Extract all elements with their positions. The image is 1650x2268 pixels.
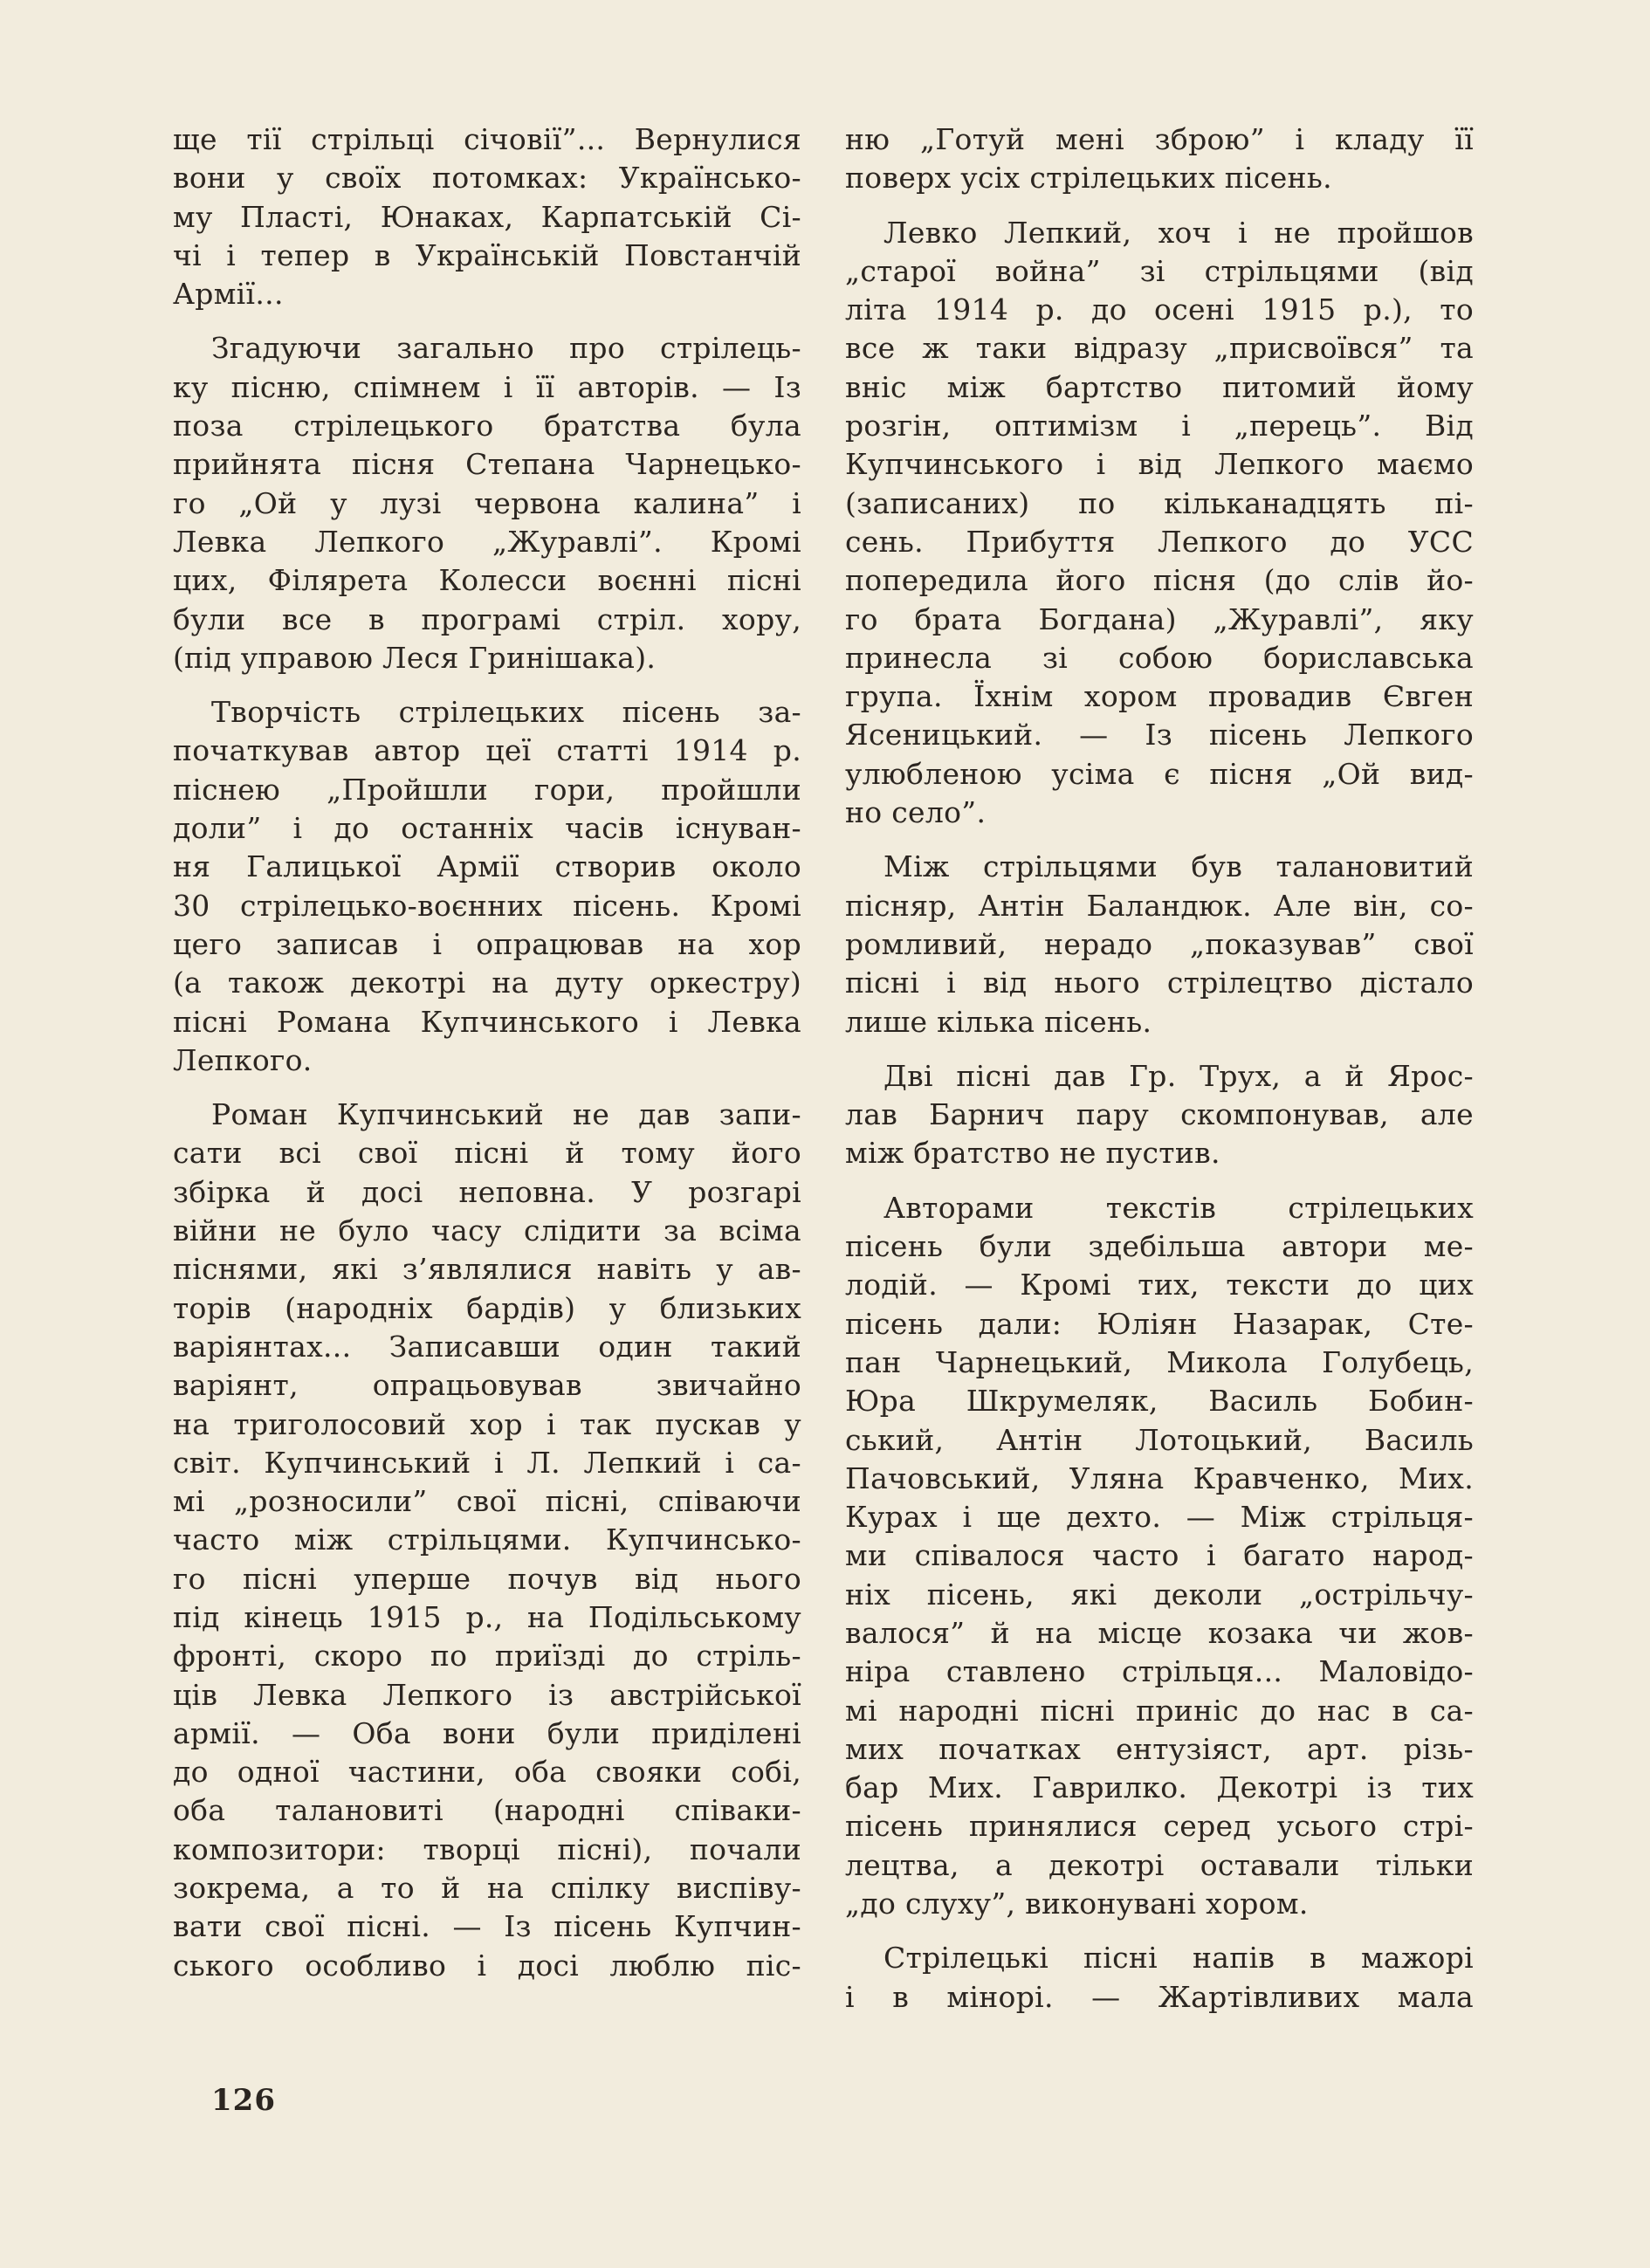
text-line: літа 1914 р. до осені 1915 р.), то <box>845 292 1474 327</box>
text-line: пісень були здебільша автори ме- <box>845 1229 1474 1264</box>
left-column <box>173 120 801 1985</box>
paragraph <box>845 848 1474 1041</box>
text-line: пісняр, Антін Баландюк. Але він, со- <box>845 888 1474 923</box>
text-line: і в мінорі. — Жартівливих мала <box>845 1979 1474 2014</box>
text-line: до одної частини, оба свояки собі, <box>173 1755 801 1790</box>
paragraph <box>845 1189 1474 1924</box>
text-line: 30 стрілецько-воєнних пісень. Кромі <box>173 888 801 923</box>
text-line: Левко Лепкий, хоч і не пройшов <box>883 215 1474 250</box>
text-line: Армії... <box>173 277 284 312</box>
text-line: бар Мих. Гаврилко. Декотрі із тих <box>845 1770 1474 1805</box>
text-line: розгін, оптимізм і „перець”. Від <box>845 409 1474 443</box>
text-line: армії. — Оба вони були приділені <box>173 1715 801 1750</box>
text-line: пісень принялися серед усього стрі- <box>845 1809 1474 1844</box>
text-line: (а також декотрі на дуту оркестру) <box>173 966 801 1000</box>
text-line: Творчість стрілецьких пісень за- <box>211 695 801 730</box>
text-line: принесла зі собою бориславська <box>845 640 1474 675</box>
paragraph-gap <box>173 677 801 693</box>
text-line: Стрілецькі пісні напів в мажорі <box>883 1941 1474 1976</box>
text-line: „старої война” зі стрільцями (від <box>845 253 1474 288</box>
text-line: Купчинського і від Лепкого маємо <box>845 447 1474 482</box>
text-line: ромливий, нерадо „показував” свої <box>845 926 1474 961</box>
text-line: сень. Прибуття Лепкого до УСС <box>845 524 1474 559</box>
text-line: мі народні пісні приніс до нас в са- <box>845 1693 1474 1728</box>
paragraph-gap <box>845 1923 1474 1939</box>
text-line: ня Галицької Армії створив около <box>173 849 801 884</box>
text-line: лав Барнич пару скомпонував, але <box>845 1097 1474 1132</box>
text-line: лодій. — Кромі тих, тексти до цих <box>845 1268 1474 1302</box>
text-line: між братство не пустив. <box>845 1136 1220 1171</box>
text-line: му Пласті, Юнаках, Карпатській Сі- <box>173 199 801 234</box>
paragraph <box>173 1096 801 1985</box>
text-line: композитори: творці пісні), почали <box>173 1832 801 1866</box>
text-line: війни не було часу слідити за всіма <box>173 1213 801 1248</box>
paragraph <box>845 1939 1474 2017</box>
text-line: ського особливо і досі люблю піс- <box>173 1948 801 1983</box>
paragraph-gap <box>173 313 801 329</box>
text-line: Згадуючи загально про стрілець- <box>211 331 801 366</box>
text-line: торів (народніх бардів) у близьких <box>173 1290 801 1325</box>
text-line: прийнята пісня Степана Чарнецько- <box>173 447 801 482</box>
text-line: ський, Антін Лотоцький, Василь <box>845 1422 1474 1457</box>
text-line: Курах і ще дехто. — Між стрільця- <box>845 1500 1474 1535</box>
text-line: фронті, скоро по приїзді до стріль- <box>173 1639 801 1674</box>
text-line: Юра Шкрумеляк, Василь Бобин- <box>845 1384 1474 1419</box>
paragraph <box>845 120 1474 198</box>
text-line: зокрема, а то й на спілку виспіву- <box>173 1871 801 1906</box>
text-line: Лепкого. <box>173 1042 313 1077</box>
text-line: Ясеницький. — Із пісень Лепкого <box>845 718 1474 753</box>
text-line: група. Їхнім хором провадив Євген <box>845 679 1474 714</box>
text-line: Дві пісні дав Гр. Трух, а й Ярос- <box>883 1058 1474 1093</box>
text-line: го „Ой у лузі червона калина” і <box>173 485 801 520</box>
text-line: вніс між бартство питомий йому <box>845 369 1474 404</box>
text-line: Пачовський, Уляна Кравченко, Мих. <box>845 1460 1474 1495</box>
paragraph-gap <box>845 1041 1474 1057</box>
text-line: піснею „Пройшли гори, пройшли <box>173 772 801 807</box>
text-line: піснями, які з’являлися навіть у ав- <box>173 1252 801 1287</box>
text-line: пісні і від нього стрілецтво дістало <box>845 966 1474 1000</box>
text-line: на триголосовий хор і так пускав у <box>173 1406 801 1441</box>
text-line: доли” і до останніх часів існуван- <box>173 811 801 846</box>
paragraph <box>845 214 1474 833</box>
text-line: збірка й досі неповна. У розгарі <box>173 1174 801 1209</box>
text-line: цих, Філярета Колесси воєнні пісні <box>173 563 801 598</box>
text-line: чі і тепер в Українській Повстанчій <box>173 237 801 272</box>
paragraph <box>173 693 801 1080</box>
text-line: ців Левка Лепкого із австрійської <box>173 1677 801 1712</box>
text-line: пан Чарнецький, Микола Голубець, <box>845 1344 1474 1379</box>
text-line: (під управою Леся Гринішака). <box>173 640 657 675</box>
text-line: оба талановиті (народні співаки- <box>173 1793 801 1828</box>
text-line: поверх усіх стрілецьких пісень. <box>845 161 1332 196</box>
text-line: варіянтах... Записавши один такий <box>173 1329 801 1364</box>
text-line: ню „Готуй мені зброю” і кладу її <box>845 122 1474 156</box>
text-line: поза стрілецького братства була <box>173 409 801 443</box>
text-line: попередила його пісня (до слів йо- <box>845 563 1474 598</box>
text-line: ніра ставлено стрільця... Маловідо- <box>845 1654 1474 1689</box>
text-line: Авторами текстів стрілецьких <box>883 1190 1474 1225</box>
text-line: валося” й на місце козака чи жов- <box>845 1615 1474 1650</box>
text-line: ми співалося часто і багато народ- <box>845 1538 1474 1573</box>
text-line: сати всі свої пісні й тому його <box>173 1136 801 1171</box>
text-line: під кінець 1915 р., на Подільському <box>173 1599 801 1634</box>
text-line: пісень дали: Юліян Назарак, Сте- <box>845 1306 1474 1341</box>
text-line: світ. Купчинський і Л. Лепкий і са- <box>173 1445 801 1480</box>
text-line: ще тії стрільці січовії”... Вернулися <box>173 122 801 156</box>
paragraph <box>845 1057 1474 1173</box>
text-line: мі „розносили” свої пісні, співаючи <box>173 1484 801 1519</box>
text-line: варіянт, опрацьовував звичайно <box>173 1368 801 1403</box>
text-line: „до слуху”, виконувані хором. <box>845 1887 1309 1921</box>
paragraph-gap <box>845 1173 1474 1189</box>
text-line: ніх пісень, які деколи „острільчу- <box>845 1577 1474 1612</box>
text-line: улюбленою усіма є пісня „Ой вид- <box>845 756 1474 791</box>
paragraph-gap <box>173 1080 801 1096</box>
paragraph-gap <box>845 198 1474 214</box>
paragraph <box>173 120 801 313</box>
paragraph <box>173 329 801 677</box>
page-number: 126 <box>211 2083 276 2118</box>
text-line: ку пісню, спімнем і її авторів. — Із <box>173 369 801 404</box>
text-line: початкував автор цеї статті 1914 р. <box>173 733 801 768</box>
text-line: пісні Романа Купчинського і Левка <box>173 1004 801 1039</box>
paragraph-gap <box>845 832 1474 848</box>
text-line: Левка Лепкого „Журавлі”. Кромі <box>173 524 801 559</box>
text-line: були все в програмі стріл. хору, <box>173 601 801 636</box>
text-line: (записаних) по кільканадцять пі- <box>845 485 1474 520</box>
text-line: часто між стрільцями. Купчинсько- <box>173 1522 801 1557</box>
text-line: го пісні уперше почув від нього <box>173 1561 801 1596</box>
text-line: вати свої пісні. — Із пісень Купчин- <box>173 1909 801 1944</box>
text-line: лецтва, а декотрі оставали тільки <box>845 1847 1474 1882</box>
text-line: вони у своїх потомках: Українсько- <box>173 161 801 196</box>
text-line: все ж таки відразу „присвоївся” та <box>845 331 1474 366</box>
text-line: но село”. <box>845 795 987 830</box>
text-line: Між стрільцями був талановитий <box>883 849 1474 884</box>
text-line: цего записав і опрацював на хор <box>173 926 801 961</box>
text-line: Роман Купчинський не дав запи- <box>211 1097 801 1132</box>
text-line: го брата Богдана) „Журавлі”, яку <box>845 601 1474 636</box>
text-line: лише кілька пісень. <box>845 1004 1152 1039</box>
text-line: мих початках ентузіяст, арт. різь- <box>845 1731 1474 1766</box>
right-column <box>845 120 1474 2017</box>
